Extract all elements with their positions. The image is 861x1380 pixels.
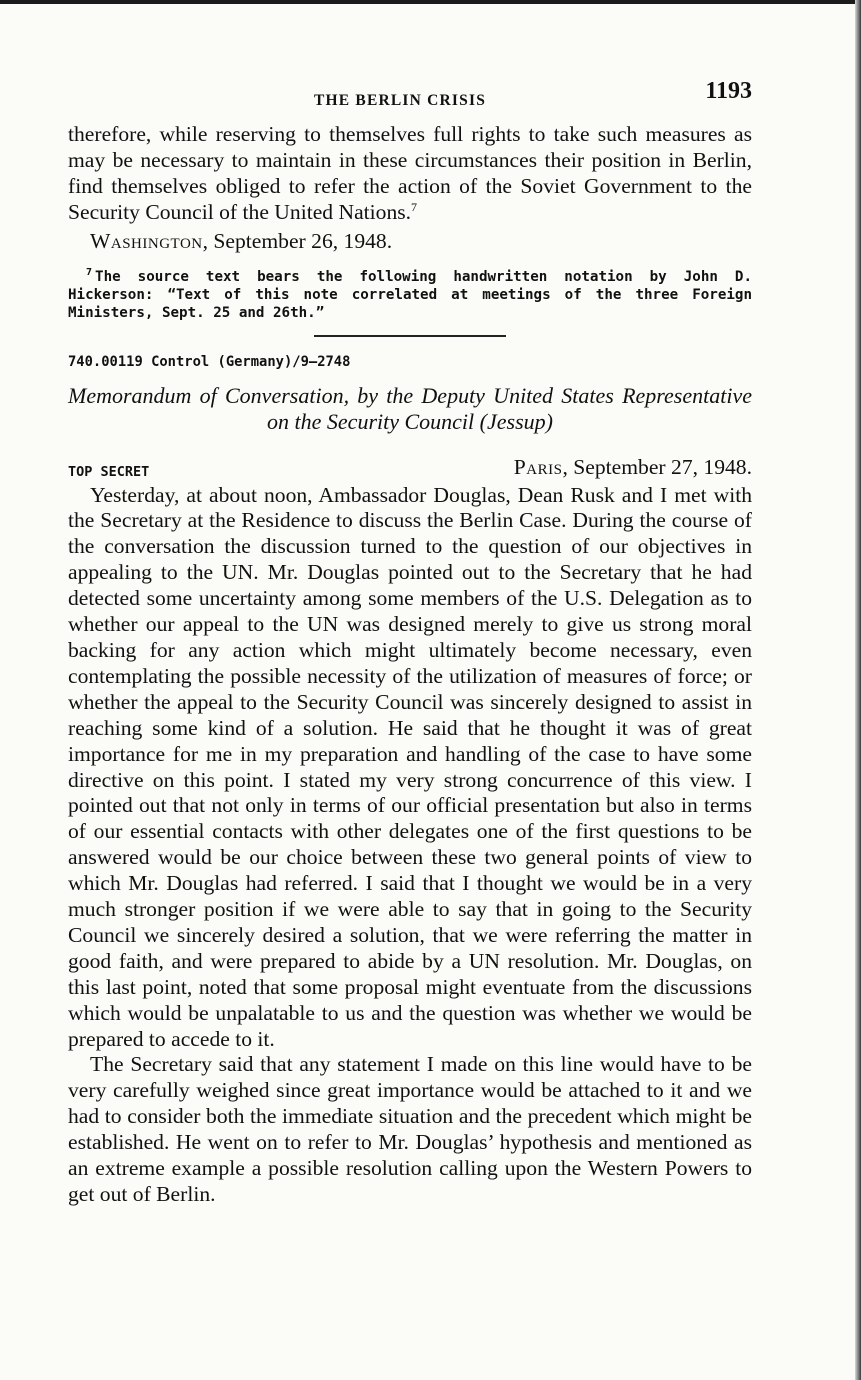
running-head (68, 78, 752, 122)
body-paragraph: The Secretary said that any statement I made on this line would have to be very carefully weighed since great importance would be attached to it and we had to consider both the immediate situation and the precedent which might be established. He went on to refer to Mr. Douglas’ hypothesis and mentioned as an extreme example a possible resolution calling upon the Western Powers to get out of Berlin. (68, 1052, 752, 1206)
footnote (68, 268, 752, 322)
continuation-paragraph (68, 122, 752, 226)
closing-dateline-date: , September 26, 1948. (202, 228, 393, 253)
footnote-marker: 7 (86, 266, 93, 278)
classification-label: TOP SECRET (68, 463, 150, 480)
file-number: 740.00119 Control (Germany)/9–2748 (68, 353, 351, 370)
document-dateline (514, 455, 752, 481)
running-title: THE BERLIN CRISIS (314, 92, 487, 109)
document-meta-row (68, 455, 752, 481)
memorandum-body (68, 483, 752, 1208)
document-dateline-place: Paris (513, 454, 563, 479)
section-divider (314, 335, 506, 337)
document-dateline-date: , September 27, 1948. (562, 454, 752, 479)
top-edge-rule (0, 0, 861, 4)
document-heading: Memorandum of Conversation, by the Deputy United States Representative on the Security Council (Jessup) (68, 382, 752, 434)
footnote-reference: 7 (411, 199, 418, 214)
body-paragraph: Yesterday, at about noon, Ambassador Douglas, Dean Rusk and I met with the Secretary at the Residence to discuss the Berlin Case. During the course of the conversation the discussion turned to the question of our objectives in appealing to the UN. Mr. Douglas pointed out to the Secretary that he had detected some uncertainty among some members of the U.S. Delegation as to whether our appeal to the UN was designed merely to give us strong moral backing for any action which might ultimately become necessary, even contemplating the possible necessity of the utilization of measures of force; or whether the appeal to the Security Council was sincerely designed to assist in reaching some kind of a solution. He said that he thought it was of great importance for me in my preparation and handling of the case to have some directive on this point. I stated my very strong concurrence of this view. I pointed out that not only in terms of our official presentation but also in terms of our essential contacts with other delegates one of the first questions to be answered would be our choice between these two general points of view to which Mr. Douglas had referred. I said that I thought we would be in a very much stronger position if we were able to say that in going to the Security Council we sincerely desired a solution, that we were referring the matter in good faith, and were prepared to abide by a UN resolution. Mr. Douglas, on this last point, noted that some proposal might eventuate from the discussions which would be unpalatable to us and the question was whether we would be prepared to accede to it. (68, 482, 752, 1051)
page-content (68, 78, 752, 1208)
page-number: 1193 (705, 78, 752, 104)
closing-dateline (68, 229, 752, 255)
footnote-text: The source text bears the following handwritten notation by John D. Hickerson: “Text of this note correlated at meetings of the three Foreign Ministers, Sept. 25 and 26th.” (68, 268, 752, 321)
page-edge-shadow (855, 0, 861, 1380)
continuation-text: therefore, while reserving to themselves full rights to take such measures as may be necessary to maintain in these circumstances their position in Berlin, find themselves obliged to refer the action of the Soviet Government to the Security Council of the United Nations. (68, 122, 752, 224)
closing-dateline-place: Washington (90, 228, 203, 253)
